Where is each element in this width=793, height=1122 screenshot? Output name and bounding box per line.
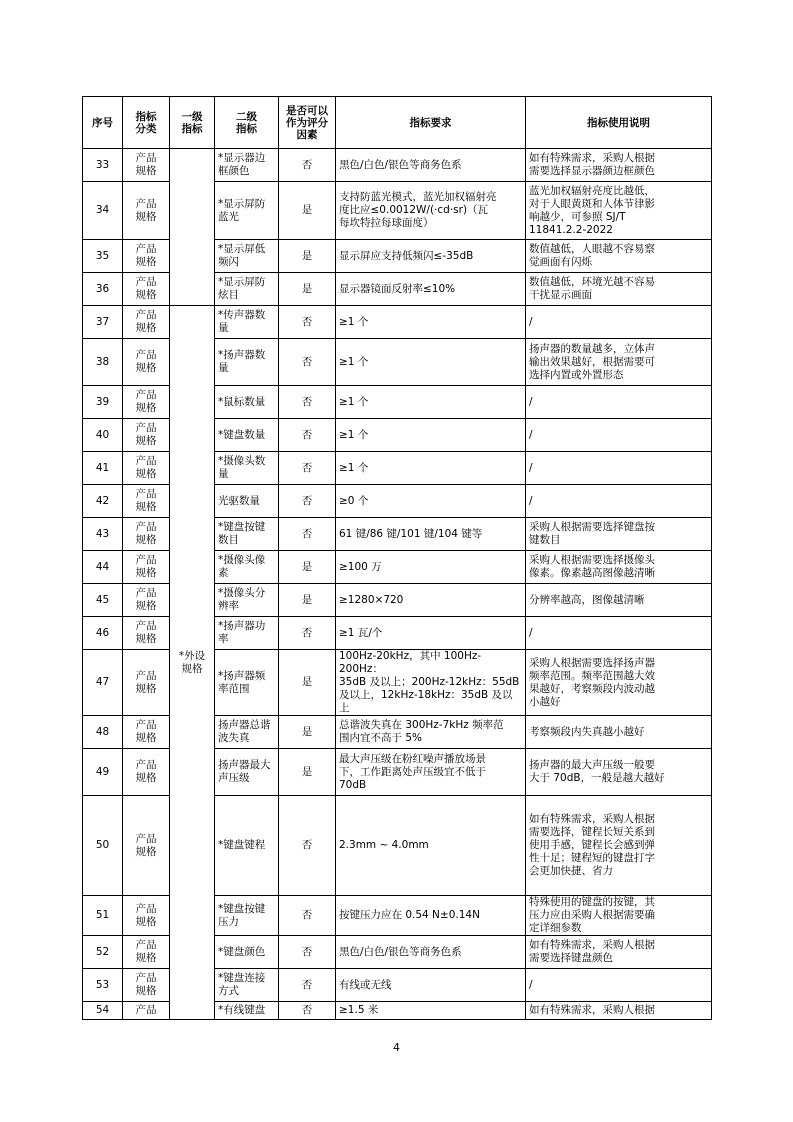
requirement-cell: ≥1 个 — [336, 419, 526, 452]
category-cell: 产品 规格 — [123, 149, 170, 182]
header-requirement: 指标要求 — [336, 97, 526, 149]
category-cell: 产品 规格 — [123, 716, 170, 749]
category-cell: 产品 规格 — [123, 584, 170, 617]
requirement-cell: 2.3mm ~ 4.0mm — [336, 796, 526, 896]
level2-cell: *显示器边 框颜色 — [215, 149, 279, 182]
requirement-cell: 最大声压级在粉红噪声播放场景 下，工作距离处声压级宜不低于 70dB — [336, 749, 526, 796]
requirement-cell: 总谐波失真在 300Hz-7kHz 频率范 围内宜不高于 5% — [336, 716, 526, 749]
row-number: 50 — [83, 796, 123, 896]
usage-note-cell: 采购人根据需要选择键盘按 键数目 — [526, 518, 712, 551]
requirement-cell: ≥1 个 — [336, 386, 526, 419]
scorable-cell: 否 — [279, 452, 336, 485]
level2-cell: *扬声器功 率 — [215, 617, 279, 650]
level2-cell: *键盘数量 — [215, 419, 279, 452]
header-level2: 二级 指标 — [215, 97, 279, 149]
category-cell: 产品 规格 — [123, 386, 170, 419]
requirement-cell: ≥1 瓦/个 — [336, 617, 526, 650]
category-cell: 产品 规格 — [123, 273, 170, 306]
row-number: 45 — [83, 584, 123, 617]
level2-cell: *摄像头分 辨率 — [215, 584, 279, 617]
category-cell: 产品 规格 — [123, 306, 170, 339]
scorable-cell: 是 — [279, 182, 336, 240]
row-number: 39 — [83, 386, 123, 419]
category-cell: 产品 规格 — [123, 796, 170, 896]
usage-note-cell: 数值越低，环境光越不容易 干扰显示画面 — [526, 273, 712, 306]
row-number: 43 — [83, 518, 123, 551]
header-level1: 一级 指标 — [170, 97, 215, 149]
level2-cell: *鼠标数量 — [215, 386, 279, 419]
header-scorable: 是否可以 作为评分 因素 — [279, 97, 336, 149]
indicator-table — [82, 96, 712, 1020]
usage-note-cell: 数值越低，人眼越不容易察 觉画面有闪烁 — [526, 240, 712, 273]
scorable-cell: 否 — [279, 485, 336, 518]
category-cell: 产品 规格 — [123, 452, 170, 485]
requirement-cell: ≥1280×720 — [336, 584, 526, 617]
row-number: 54 — [83, 1002, 123, 1020]
requirement-cell: ≥1.5 米 — [336, 1002, 526, 1020]
scorable-cell: 是 — [279, 240, 336, 273]
level2-cell: *键盘颜色 — [215, 936, 279, 969]
category-cell: 产品 规格 — [123, 749, 170, 796]
level2-cell: *扬声器数 量 — [215, 339, 279, 386]
header-category: 指标 分类 — [123, 97, 170, 149]
row-number: 47 — [83, 650, 123, 716]
scorable-cell: 否 — [279, 518, 336, 551]
scorable-cell: 是 — [279, 273, 336, 306]
scorable-cell: 否 — [279, 796, 336, 896]
header-usage-note: 指标使用说明 — [526, 97, 712, 149]
row-number: 48 — [83, 716, 123, 749]
requirement-cell: 按键压力应在 0.54 N±0.14N — [336, 896, 526, 936]
requirement-cell: ≥0 个 — [336, 485, 526, 518]
usage-note-cell: 采购人根据需要选择扬声器 频率范围。频率范围越大效 果越好，考察频段内波动越 小越好 — [526, 650, 712, 716]
level2-cell: *键盘连接 方式 — [215, 969, 279, 1002]
row-number: 46 — [83, 617, 123, 650]
scorable-cell: 否 — [279, 969, 336, 1002]
requirement-cell: ≥1 个 — [336, 339, 526, 386]
usage-note-cell: 扬声器的数量越多，立体声 输出效果越好，根据需要可 选择内置或外置形态 — [526, 339, 712, 386]
scorable-cell: 否 — [279, 386, 336, 419]
page-number: 4 — [393, 1041, 400, 1054]
level2-cell: *键盘按键 压力 — [215, 896, 279, 936]
usage-note-cell: 分辨率越高，图像越清晰 — [526, 584, 712, 617]
category-cell: 产品 规格 — [123, 650, 170, 716]
usage-note-cell: / — [526, 306, 712, 339]
level2-cell: *键盘按键 数目 — [215, 518, 279, 551]
scorable-cell: 是 — [279, 749, 336, 796]
usage-note-cell: 采购人根据需要选择摄像头 像素。像素越高图像越清晰 — [526, 551, 712, 584]
requirement-cell: ≥1 个 — [336, 306, 526, 339]
requirement-cell: 支持防蓝光模式，蓝光加权辐射亮 度比应≤0.0012W/(·cd·sr)（瓦 每坎特拉每球面度） — [336, 182, 526, 240]
row-number: 34 — [83, 182, 123, 240]
row-number: 51 — [83, 896, 123, 936]
usage-note-cell: 考察频段内失真越小越好 — [526, 716, 712, 749]
table-row — [83, 306, 712, 339]
row-number: 52 — [83, 936, 123, 969]
row-number: 36 — [83, 273, 123, 306]
usage-note-cell: 扬声器的最大声压级一般要 大于 70dB，一般是越大越好 — [526, 749, 712, 796]
category-cell: 产品 规格 — [123, 617, 170, 650]
category-cell: 产品 规格 — [123, 339, 170, 386]
usage-note-cell: / — [526, 452, 712, 485]
row-number: 38 — [83, 339, 123, 386]
row-number: 33 — [83, 149, 123, 182]
scorable-cell: 是 — [279, 551, 336, 584]
row-number: 44 — [83, 551, 123, 584]
level2-cell: *扬声器频 率范围 — [215, 650, 279, 716]
scorable-cell: 否 — [279, 339, 336, 386]
usage-note-cell: 如有特殊需求，采购人根据 需要选择键盘颜色 — [526, 936, 712, 969]
scorable-cell: 是 — [279, 716, 336, 749]
usage-note-cell: / — [526, 386, 712, 419]
category-cell: 产品 规格 — [123, 240, 170, 273]
category-cell: 产品 规格 — [123, 969, 170, 1002]
level1-cell-peripheral: *外设 规格 — [170, 306, 215, 1020]
usage-note-cell: / — [526, 419, 712, 452]
level2-cell: *摄像头数 量 — [215, 452, 279, 485]
category-cell: 产品 规格 — [123, 485, 170, 518]
requirement-cell: 61 键/86 键/101 键/104 键等 — [336, 518, 526, 551]
table-header-row — [83, 97, 712, 149]
level2-cell: *显示屏低 频闪 — [215, 240, 279, 273]
scorable-cell: 是 — [279, 584, 336, 617]
row-number: 35 — [83, 240, 123, 273]
row-number: 42 — [83, 485, 123, 518]
level2-cell: *摄像头像 素 — [215, 551, 279, 584]
level2-cell: *有线键盘 — [215, 1002, 279, 1020]
usage-note-cell: 蓝光加权辐射亮度比越低， 对于人眼黄斑和人体节律影 响越少，可参照 SJ/T 11841.2.2-2022 — [526, 182, 712, 240]
scorable-cell: 否 — [279, 936, 336, 969]
usage-note-cell: 如有特殊需求，采购人根据 需要选择，键程长短关系到 使用手感，键程长会感到弹 性十足；键程短的键盘打字 会更加快捷、省力 — [526, 796, 712, 896]
level1-cell-upper — [170, 149, 215, 306]
usage-note-cell: / — [526, 485, 712, 518]
usage-note-cell: / — [526, 617, 712, 650]
requirement-cell: ≥1 个 — [336, 452, 526, 485]
level2-cell: *键盘键程 — [215, 796, 279, 896]
level2-cell: *显示屏防 炫目 — [215, 273, 279, 306]
scorable-cell: 否 — [279, 306, 336, 339]
category-cell: 产品 规格 — [123, 551, 170, 584]
category-cell: 产品 规格 — [123, 936, 170, 969]
requirement-cell: 显示屏应支持低频闪≤-35dB — [336, 240, 526, 273]
scorable-cell: 否 — [279, 1002, 336, 1020]
requirement-cell: ≥100 万 — [336, 551, 526, 584]
row-number: 37 — [83, 306, 123, 339]
requirement-cell: 黑色/白色/银色等商务色系 — [336, 936, 526, 969]
category-cell: 产品 规格 — [123, 518, 170, 551]
requirement-cell: 显示器镜面反射率≤10% — [336, 273, 526, 306]
scorable-cell: 否 — [279, 896, 336, 936]
category-cell: 产品 规格 — [123, 182, 170, 240]
level2-cell: 扬声器最大 声压级 — [215, 749, 279, 796]
level2-cell: 扬声器总谐 波失真 — [215, 716, 279, 749]
requirement-cell: 有线或无线 — [336, 969, 526, 1002]
scorable-cell: 是 — [279, 650, 336, 716]
usage-note-cell: 如有特殊需求，采购人根据 — [526, 1002, 712, 1020]
category-cell: 产品 规格 — [123, 896, 170, 936]
scorable-cell: 否 — [279, 617, 336, 650]
header-no: 序号 — [83, 97, 123, 149]
row-number: 40 — [83, 419, 123, 452]
row-number: 53 — [83, 969, 123, 1002]
usage-note-cell: 如有特殊需求，采购人根据 需要选择显示器颜边框颜色 — [526, 149, 712, 182]
usage-note-cell: / — [526, 969, 712, 1002]
table-row — [83, 149, 712, 182]
usage-note-cell: 特殊使用的键盘的按键，其 压力应由采购人根据需要确 定详细参数 — [526, 896, 712, 936]
row-number: 41 — [83, 452, 123, 485]
row-number: 49 — [83, 749, 123, 796]
scorable-cell: 否 — [279, 149, 336, 182]
requirement-cell: 100Hz-20kHz，其中 100Hz-200Hz： 35dB 及以上；200Hz-12kHz：55dB 及以上，12kHz-18kHz：35dB 及以 上 — [336, 650, 526, 716]
requirement-cell: 黑色/白色/银色等商务色系 — [336, 149, 526, 182]
category-cell: 产品 — [123, 1002, 170, 1020]
level2-cell: *显示屏防 蓝光 — [215, 182, 279, 240]
scorable-cell: 否 — [279, 419, 336, 452]
level2-cell: 光驱数量 — [215, 485, 279, 518]
category-cell: 产品 规格 — [123, 419, 170, 452]
level2-cell: *传声器数 量 — [215, 306, 279, 339]
